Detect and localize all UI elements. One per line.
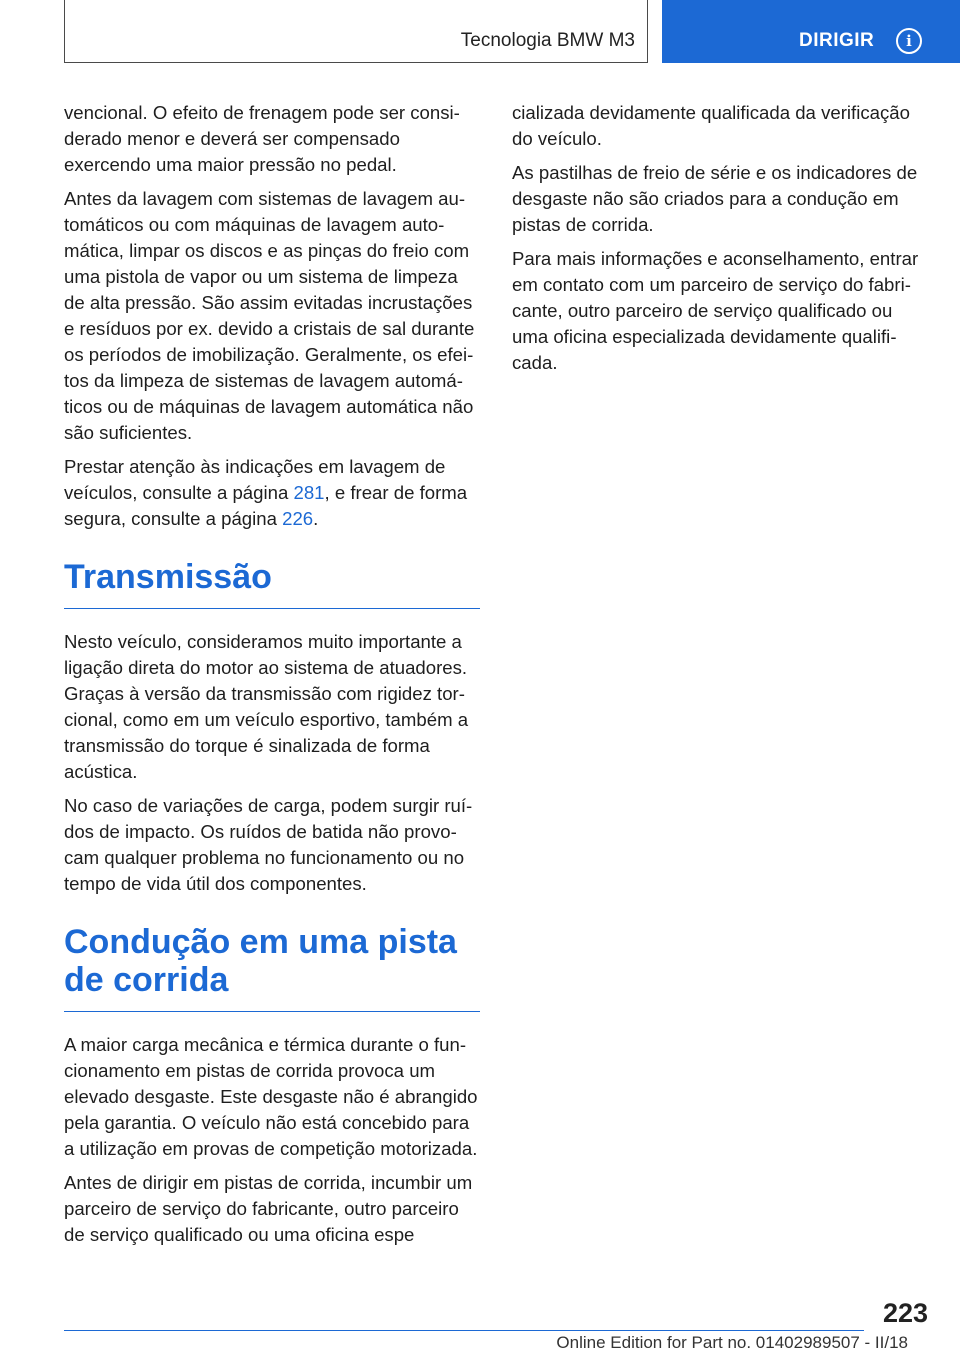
heading-transmissao: Transmissão [64, 558, 480, 609]
page-number: 223 [882, 1298, 928, 1328]
paragraph: A maior carga mecânica e térmica durante o funcionamento em pistas de corrida provoca um elevado desgaste. Este desgaste não é abrangido pela garantia. O veículo não está concebido para a utilização em provas de competição motorizada. [64, 1034, 478, 1159]
edition-footer: Online Edition for Part no. 01402989507 - II/18 [556, 1333, 908, 1352]
left-column [64, 100, 480, 1256]
paragraph: vencional. O efeito de frenagem pode ser considerado menor e deverá ser compensado exercendo uma maior pressão no pedal. [64, 102, 460, 175]
paragraph: Antes de dirigir em pistas de corrida, incumbir um parceiro de serviço do fabricante, outro parceiro de serviço qualificado ou uma oficina espe [64, 1172, 473, 1245]
paragraph: cializada devidamente qualificada da verificação do veículo. [512, 102, 910, 149]
page-link-281[interactable]: 281 [293, 482, 325, 503]
paragraph-text: , e frear de forma segura, consulte a página [64, 482, 468, 529]
page-link-226[interactable]: 226 [282, 508, 314, 529]
info-icon[interactable]: i [896, 28, 922, 54]
section-tab-dirigir[interactable] [662, 0, 960, 63]
footer-divider [64, 1330, 864, 1331]
paragraph: Para mais informações e aconselhamento, entrar em contato com um parceiro de serviço do fabricante, outro parceiro de serviço qualificado ou uma oficina especializada devidamente qualificada. [512, 248, 919, 373]
header-title-tab [64, 0, 648, 63]
right-column [512, 100, 928, 384]
paragraph: Antes da lavagem com sistemas de lavagem automáticos ou com máquinas de lavagem automática, limpar os discos e as pinças do freio com uma pistola de vapor ou um sistema de limpeza de alta pressão. São assim evitadas incrustações e resíduos por ex. devido a cristais de sal durante os períodos de imobilização. Geralmente, os efeitos da limpeza de sistemas de lavagem automáticos ou de máquinas de lavagem automática não são suficientes. [64, 188, 475, 443]
header-title: Tecnologia BMW M3 [460, 30, 635, 51]
paragraph: Nesto veículo, consideramos muito importante a ligação direta do motor ao sistema de atuadores. Graças à versão da transmissão com rigidez torcional, como em um veículo esportivo, também a transmissão do torque é sinalizada de forma acústica. [64, 631, 469, 782]
paragraph-text: . [313, 508, 319, 529]
paragraph-with-links [64, 454, 480, 532]
heading-conducao-pista: Condução em uma pista de corrida [64, 923, 480, 1012]
paragraph: No caso de variações de carga, podem surgir ruídos de impacto. Os ruídos de batida não provocam qualquer problema no funcionamento ou no tempo de vida útil dos componentes. [64, 795, 473, 894]
paragraph-text: Prestar atenção às indicações em lavagem de veículos, consulte a página [64, 456, 446, 503]
paragraph: As pastilhas de freio de série e os indicadores de desgaste não são criados para a condução em pistas de corrida. [512, 162, 918, 235]
section-label: DIRIGIR [799, 30, 875, 51]
